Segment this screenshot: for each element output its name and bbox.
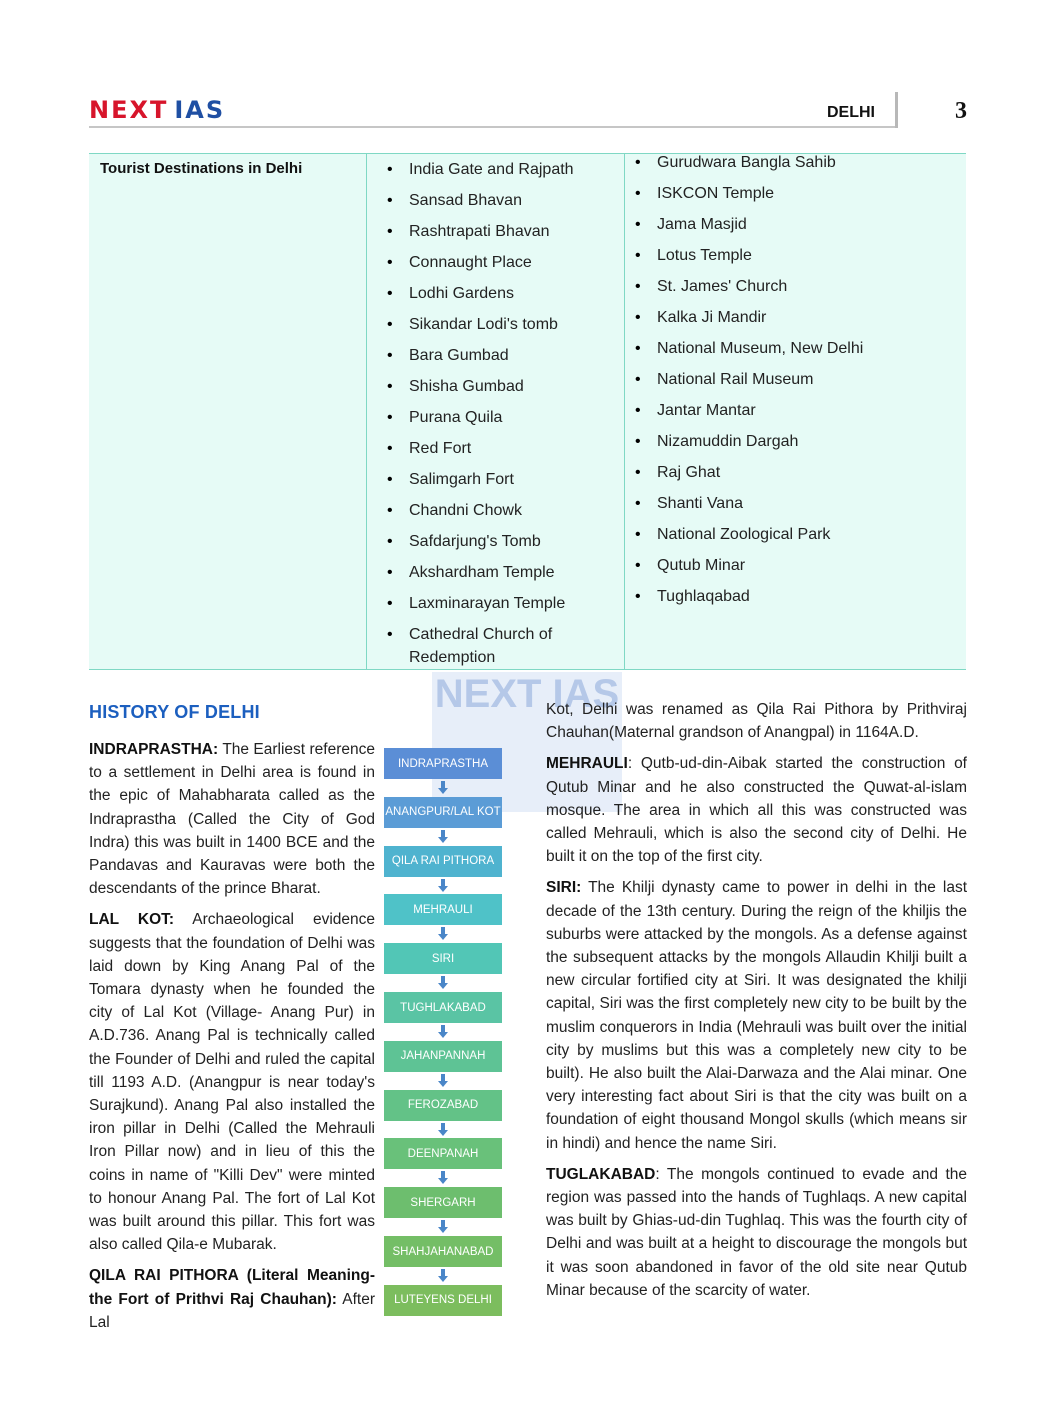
tourist-table: [89, 153, 966, 670]
indraprastha-text: The Earliest reference to a settlement in Delhi area is found in the epic of Mahabharata called as the Indraprastha (Called the City of God Indra) this was built in 1400 BCE and the Pandavas and Kauravas were both the descendants of the prince Bharat.: [89, 741, 375, 898]
page-header: [89, 92, 967, 132]
tuglakabad-text: : The mongols continued to evade and the region was passed into the hands of Tughlaqs. A new capital was built by Ghias-ud-din Tughlaq. This was the fourth city of Delhi and was built at a height to discourage the mongols but it was soon abandoned in favor of the old site near Qutub Minar because of the scarcity of water.: [546, 1165, 967, 1299]
flowchart-box: ANANGPUR/LAL KOT: [384, 797, 502, 828]
lal-kot-text: Archaeological evidence suggests that the foundation of Delhi was laid down by King Anang Pal of the Tomara dynasty when he founded the city of Lal Kot (Village- Anang Pur) in A.D.736. Anang Pal is technically called the Founder of Delhi and ruled the capital till 1193 A.D. (Anangpur is near today's Surajkund). Anang Pal also installed the iron pillar in Delhi (Called the Mehrauli Iron Pillar now) and in lieu of this the coins in name of "Killi Dev" were minted to honour Anang Pal. The fort of Lal Kot was built around this pillar. This fort was also called Qila-e Mubarak.: [89, 911, 375, 1254]
flowchart-box: TUGHLAKABAD: [384, 992, 502, 1023]
destination-item: • Safdarjung's Tomb: [377, 530, 617, 553]
qila-text-start: After Lal: [89, 1290, 376, 1331]
flow-arrow-icon: [438, 1074, 448, 1088]
flow-arrow-icon: [438, 927, 448, 941]
destination-item: • Sansad Bhavan: [377, 189, 617, 212]
flowchart-box: DEENPANAH: [384, 1138, 502, 1169]
destination-item: • National Museum, New Delhi: [625, 337, 955, 360]
destination-item: • Shanti Vana: [625, 492, 955, 515]
column-divider: [366, 154, 367, 669]
page-number: 3: [955, 98, 967, 124]
flow-arrow-icon: [438, 781, 448, 795]
destination-item: • Lotus Temple: [625, 244, 955, 267]
mehrauli-label: MEHRAULI: [546, 755, 628, 773]
destination-item: • National Zoological Park: [625, 523, 955, 546]
mehrauli-text: : Qutb-ud-din-Aibak started the construction of Qutub Minar and he also constructed the Quwat-al-islam mosque. The area in which all this was constructed was called Mehrauli, which is also the second city of Delhi. He built it on the top of the first city.: [546, 755, 967, 866]
flow-arrow-icon: [438, 1220, 448, 1234]
destination-item: • Tughlaqabad: [625, 585, 955, 608]
flowchart-box: SHERGARH: [384, 1187, 502, 1218]
destination-item: • ISKCON Temple: [625, 182, 955, 205]
destination-item: • Qutub Minar: [625, 554, 955, 577]
paragraph-tuglakabad: [546, 1163, 967, 1302]
destinations-list-2: [625, 151, 955, 616]
paragraph-siri: [546, 876, 967, 1154]
destination-item: • St. James' Church: [625, 275, 955, 298]
paragraph-mehrauli: [546, 752, 967, 868]
flowchart-box: SHAHJAHANABAD: [384, 1236, 502, 1267]
flowchart-box: QILA RAI PITHORA: [384, 846, 502, 877]
paragraph-indraprastha: [89, 738, 375, 900]
indraprastha-label: INDRAPRASTHA:: [89, 741, 219, 758]
destinations-list-1: [377, 158, 617, 677]
watermark: NEXT IAS: [432, 672, 622, 812]
destination-item: • Jama Masjid: [625, 213, 955, 236]
destination-item: • Cathedral Church of Redemption: [377, 623, 617, 669]
flow-arrow-icon: [438, 830, 448, 844]
destination-item: • Jantar Mantar: [625, 399, 955, 422]
destination-item: • Gurudwara Bangla Sahib: [625, 151, 955, 174]
destination-item: • Rashtrapati Bhavan: [377, 220, 617, 243]
right-column: [546, 698, 967, 1310]
flow-arrow-icon: [438, 1269, 448, 1283]
destination-item: • Purana Quila: [377, 406, 617, 429]
flowchart-box: JAHANPANNAH: [384, 1041, 502, 1072]
paragraph-qila-continued: [546, 698, 967, 744]
destination-item: • Shisha Gumbad: [377, 375, 617, 398]
flowchart-box: LUTEYENS DELHI: [384, 1285, 502, 1316]
flow-arrow-icon: [438, 879, 448, 893]
flowchart-box: INDRAPRASTHA: [384, 748, 502, 779]
destination-item: • Nizamuddin Dargah: [625, 430, 955, 453]
flowchart-box: FEROZABAD: [384, 1090, 502, 1121]
paragraph-lal-kot: [89, 908, 375, 1256]
lal-kot-label: LAL KOT:: [89, 911, 175, 929]
destination-item: • Chandni Chowk: [377, 499, 617, 522]
destination-item: • Connaught Place: [377, 251, 617, 274]
flow-arrow-icon: [438, 1171, 448, 1185]
logo-part-1: NEXT: [89, 96, 169, 124]
logo-part-2: IAS: [174, 96, 226, 124]
flowchart-box: MEHRAULI: [384, 894, 502, 925]
destination-item: • Red Fort: [377, 437, 617, 460]
destination-item: • Bara Gumbad: [377, 344, 617, 367]
flow-arrow-icon: [438, 1025, 448, 1039]
tuglakabad-label: TUGLAKABAD: [546, 1165, 656, 1183]
siri-label: SIRI:: [546, 879, 582, 897]
qila-text-continued: Kot, Delhi was renamed as Qila Rai Pithora by Prithviraj Chauhan(Maternal grandson of Anangpal) in 1164A.D.: [546, 701, 967, 742]
destination-item: • India Gate and Rajpath: [377, 158, 617, 181]
paragraph-qila-rai-pithora: [89, 1264, 375, 1334]
destination-item: • Salimgarh Fort: [377, 468, 617, 491]
flowchart-box: SIRI: [384, 943, 502, 974]
logo: [89, 96, 225, 124]
section-title: DELHI: [827, 104, 875, 121]
left-column: [89, 738, 375, 1342]
flow-arrow-icon: [438, 976, 448, 990]
header-divider: [895, 92, 898, 128]
destination-item: • Laxminarayan Temple: [377, 592, 617, 615]
table-title: Tourist Destinations in Delhi: [100, 160, 303, 177]
siri-text: The Khilji dynasty came to power in delhi in the last decade of the 13th century. During the reign of the khiljis the suburbs were attacked by the mongols. As a defense against the subsequent attacks by the mongols Allaudin Khilji built a new circular fortified city at Siri. It was designated the khilji capital, Siri was the first completely new city to be built by the muslim conquerors in India (Mehrauli was built over the initial city by muslims but this was a completely new city to be built). He also built the Alai-Darwaza and the Alai minar. One very interesting fact about Siri is that the city was built on a foundation of eight thousand Mongol skulls (which means sir in hindi) and hence the name Siri.: [546, 879, 968, 1152]
header-rule: [89, 126, 895, 128]
flow-arrow-icon: [438, 1123, 448, 1137]
destination-item: • National Rail Museum: [625, 368, 955, 391]
destination-item: • Kalka Ji Mandir: [625, 306, 955, 329]
destination-item: • Raj Ghat: [625, 461, 955, 484]
history-heading: HISTORY OF DELHI: [89, 702, 260, 722]
destination-item: • Sikandar Lodi's tomb: [377, 313, 617, 336]
destination-item: • Akshardham Temple: [377, 561, 617, 584]
qila-label: QILA RAI PITHORA (Literal Meaning- the Fort of Prithvi Raj Chauhan):: [89, 1267, 375, 1308]
destination-item: • Lodhi Gardens: [377, 282, 617, 305]
